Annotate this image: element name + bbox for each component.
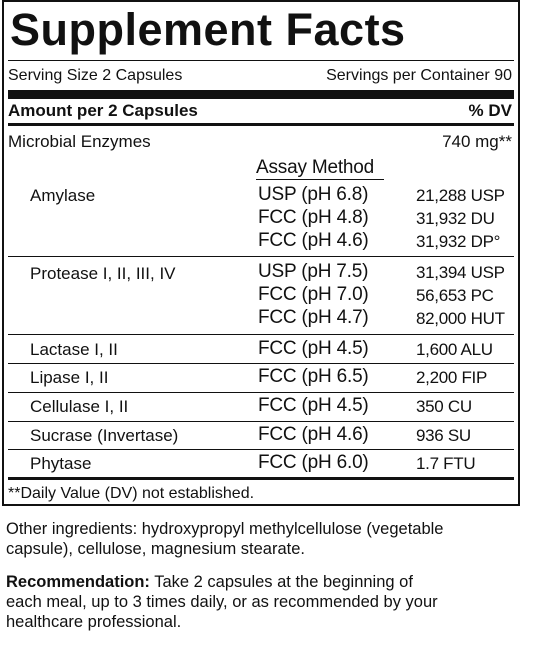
other-ingredients	[6, 519, 526, 559]
assay-method: FCC (pH 6.0)	[258, 452, 369, 473]
enzyme-name-lactase: Lactase I, II	[30, 340, 118, 359]
servings-per-container: Servings per Container 90	[326, 67, 512, 84]
recommendation-line: each meal, up to 3 times daily, or as recommended by your	[6, 593, 438, 611]
enzyme-activity: 936 SU	[416, 426, 471, 445]
enzyme-activity: 31,932 DU	[416, 209, 495, 228]
enzyme-name-amylase: Amylase	[30, 186, 96, 205]
recommendation-text: Take 2 capsules at the beginning of	[149, 573, 413, 591]
panel-title: Supplement Facts	[10, 4, 406, 55]
main-ingredient-name: Microbial Enzymes	[8, 132, 151, 151]
supplement-facts-panel	[2, 0, 520, 506]
other-ingredients-line: capsule), cellulose, magnesium stearate.	[6, 540, 305, 558]
enzyme-name-lipase: Lipase I, II	[30, 368, 109, 387]
enzyme-activity: 31,932 DP°	[416, 232, 501, 251]
bottom-rule	[8, 477, 514, 480]
enzyme-activity: 82,000 HUT	[416, 309, 505, 328]
assay-method: FCC (pH 4.5)	[258, 395, 369, 416]
assay-underline	[256, 179, 384, 180]
main-ingredient-amount: 740 mg**	[442, 132, 512, 151]
assay-method: FCC (pH 4.6)	[258, 230, 369, 251]
enzyme-name-protease: Protease I, II, III, IV	[30, 264, 176, 283]
enzyme-activity: 56,653 PC	[416, 286, 494, 305]
other-ingredients-line: Other ingredients: hydroxypropyl methylcellulose (vegetable	[6, 520, 444, 538]
enzyme-activity: 1.7 FTU	[416, 454, 476, 473]
footnote: **Daily Value (DV) not established.	[8, 485, 255, 502]
assay-method-header: Assay Method	[256, 157, 374, 178]
row-rule	[8, 256, 514, 257]
assay-method: FCC (pH 6.5)	[258, 366, 369, 387]
recommendation-label: Recommendation:	[6, 573, 150, 591]
assay-method: FCC (pH 4.6)	[258, 424, 369, 445]
row-rule	[8, 334, 514, 335]
serving-size: Serving Size 2 Capsules	[8, 67, 183, 84]
assay-method: FCC (pH 4.8)	[258, 207, 369, 228]
assay-method: FCC (pH 4.5)	[258, 338, 369, 359]
enzyme-activity: 350 CU	[416, 397, 472, 416]
assay-method: USP (pH 6.8)	[258, 184, 369, 205]
assay-method: FCC (pH 4.7)	[258, 307, 369, 328]
enzyme-activity: 21,288 USP	[416, 186, 505, 205]
recommendation-line: healthcare professional.	[6, 613, 182, 631]
enzyme-activity: 1,600 ALU	[416, 340, 493, 359]
title-rule	[8, 60, 514, 61]
enzyme-name-sucrase: Sucrase (Invertase)	[30, 426, 179, 445]
recommendation	[6, 572, 526, 632]
medium-rule	[8, 123, 514, 126]
row-rule	[8, 392, 514, 393]
assay-method: FCC (pH 7.0)	[258, 284, 369, 305]
enzyme-activity: 31,394 USP	[416, 263, 505, 282]
dv-header: % DV	[468, 101, 512, 120]
enzyme-name-phytase: Phytase	[30, 454, 92, 473]
enzyme-activity: 2,200 FIP	[416, 368, 488, 387]
enzyme-name-cellulase: Cellulase I, II	[30, 397, 129, 416]
assay-method: USP (pH 7.5)	[258, 261, 369, 282]
recommendation-line	[6, 572, 526, 592]
row-rule	[8, 449, 514, 450]
row-rule	[8, 421, 514, 422]
row-rule	[8, 363, 514, 364]
thick-rule	[8, 90, 514, 99]
amount-header: Amount per 2 Capsules	[8, 101, 198, 120]
